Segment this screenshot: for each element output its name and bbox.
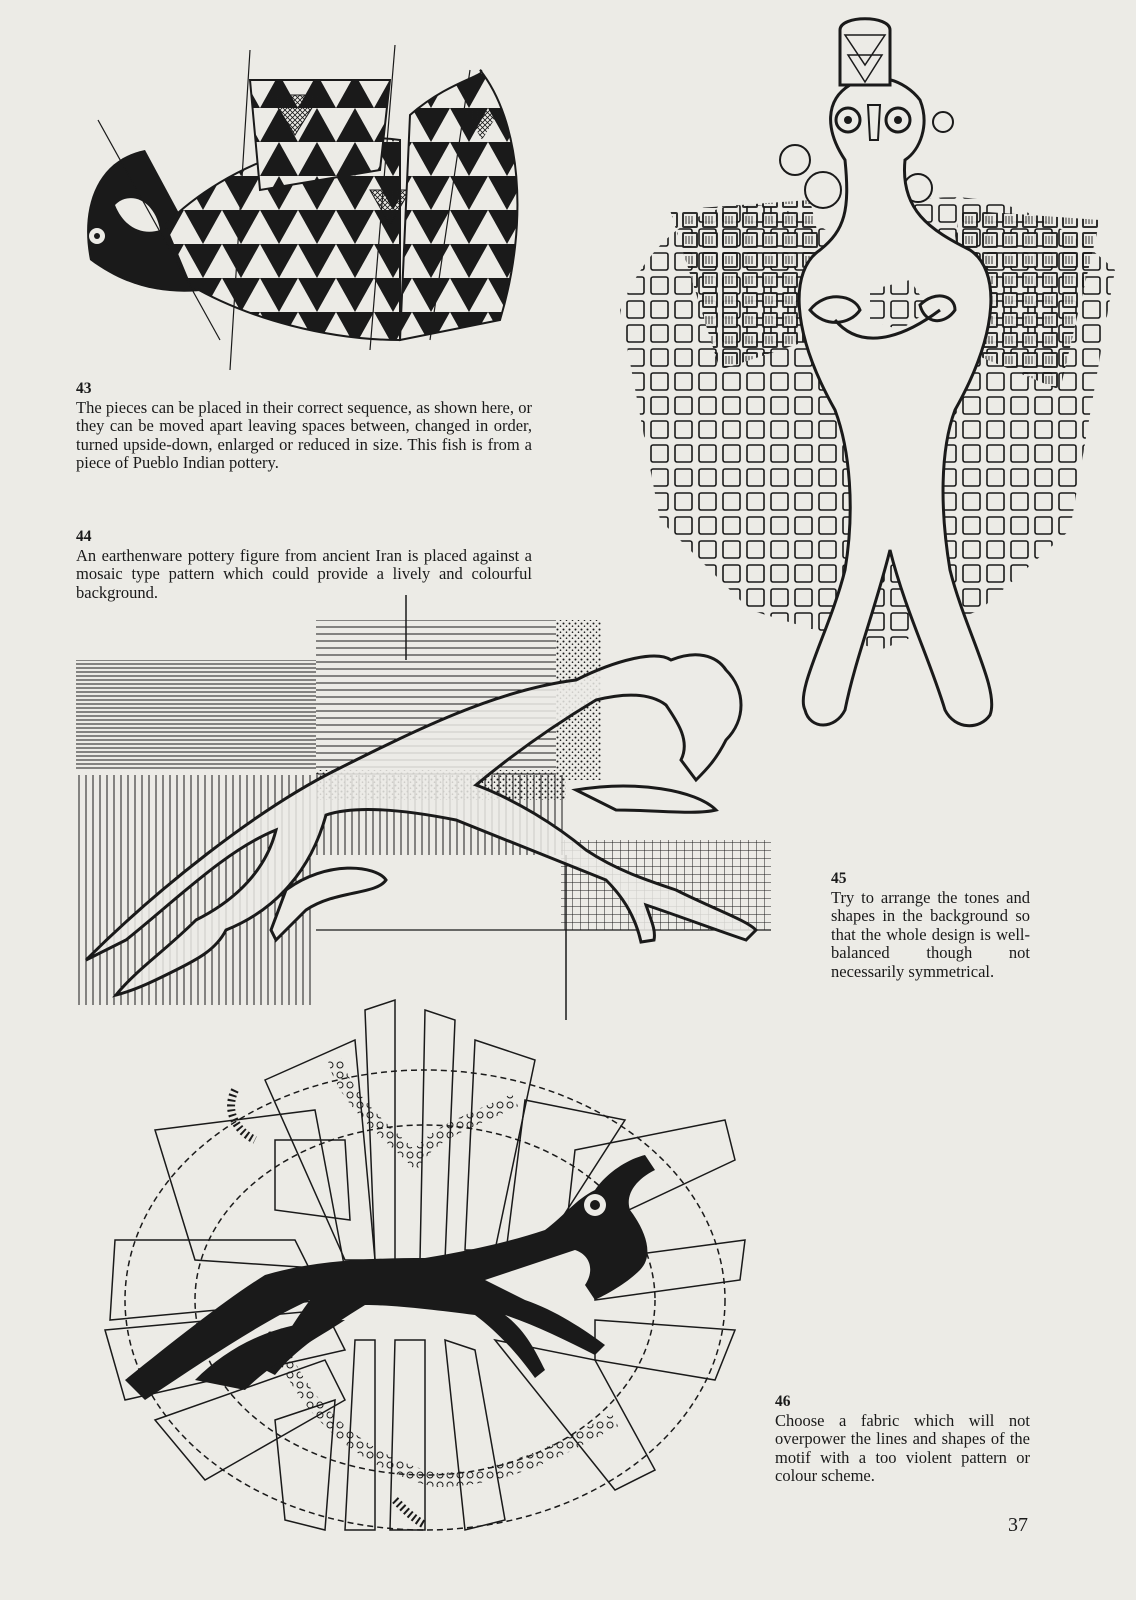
caption-45 <box>831 870 1030 981</box>
page-number: 37 <box>1008 1514 1028 1536</box>
figure-number: 44 <box>76 528 92 545</box>
caption-43 <box>76 380 532 473</box>
figure-number: 46 <box>775 1393 791 1410</box>
caption-text: An earthenware pottery figure from ancient Iran is placed against a mosaic type pattern which could provide a lively and colourful background. <box>76 545 532 602</box>
figure-45-horse-tone-background <box>76 610 796 1030</box>
caption-46 <box>775 1393 1030 1486</box>
caption-text: The pieces can be placed in their correct sequence, as shown here, or they can be moved apart leaving spaces between, changed in order, turned upside-down, enlarged or reduced in size. This fish is from a piece of Pueblo Indian pottery. <box>76 397 532 472</box>
caption-text: Choose a fabric which will not overpower the lines and shapes of the motif with a too violent pattern or colour scheme. <box>775 1410 1030 1485</box>
figure-number: 43 <box>76 380 92 397</box>
figure-number: 45 <box>831 870 847 887</box>
figure-43-fish-illustration <box>70 40 540 370</box>
caption-text: Try to arrange the tones and shapes in the background so that the whole design is well-balanced though not necessarily symmetrical. <box>831 887 1030 981</box>
figure-46-horse-on-fabric <box>95 1000 765 1530</box>
caption-44 <box>76 528 532 602</box>
